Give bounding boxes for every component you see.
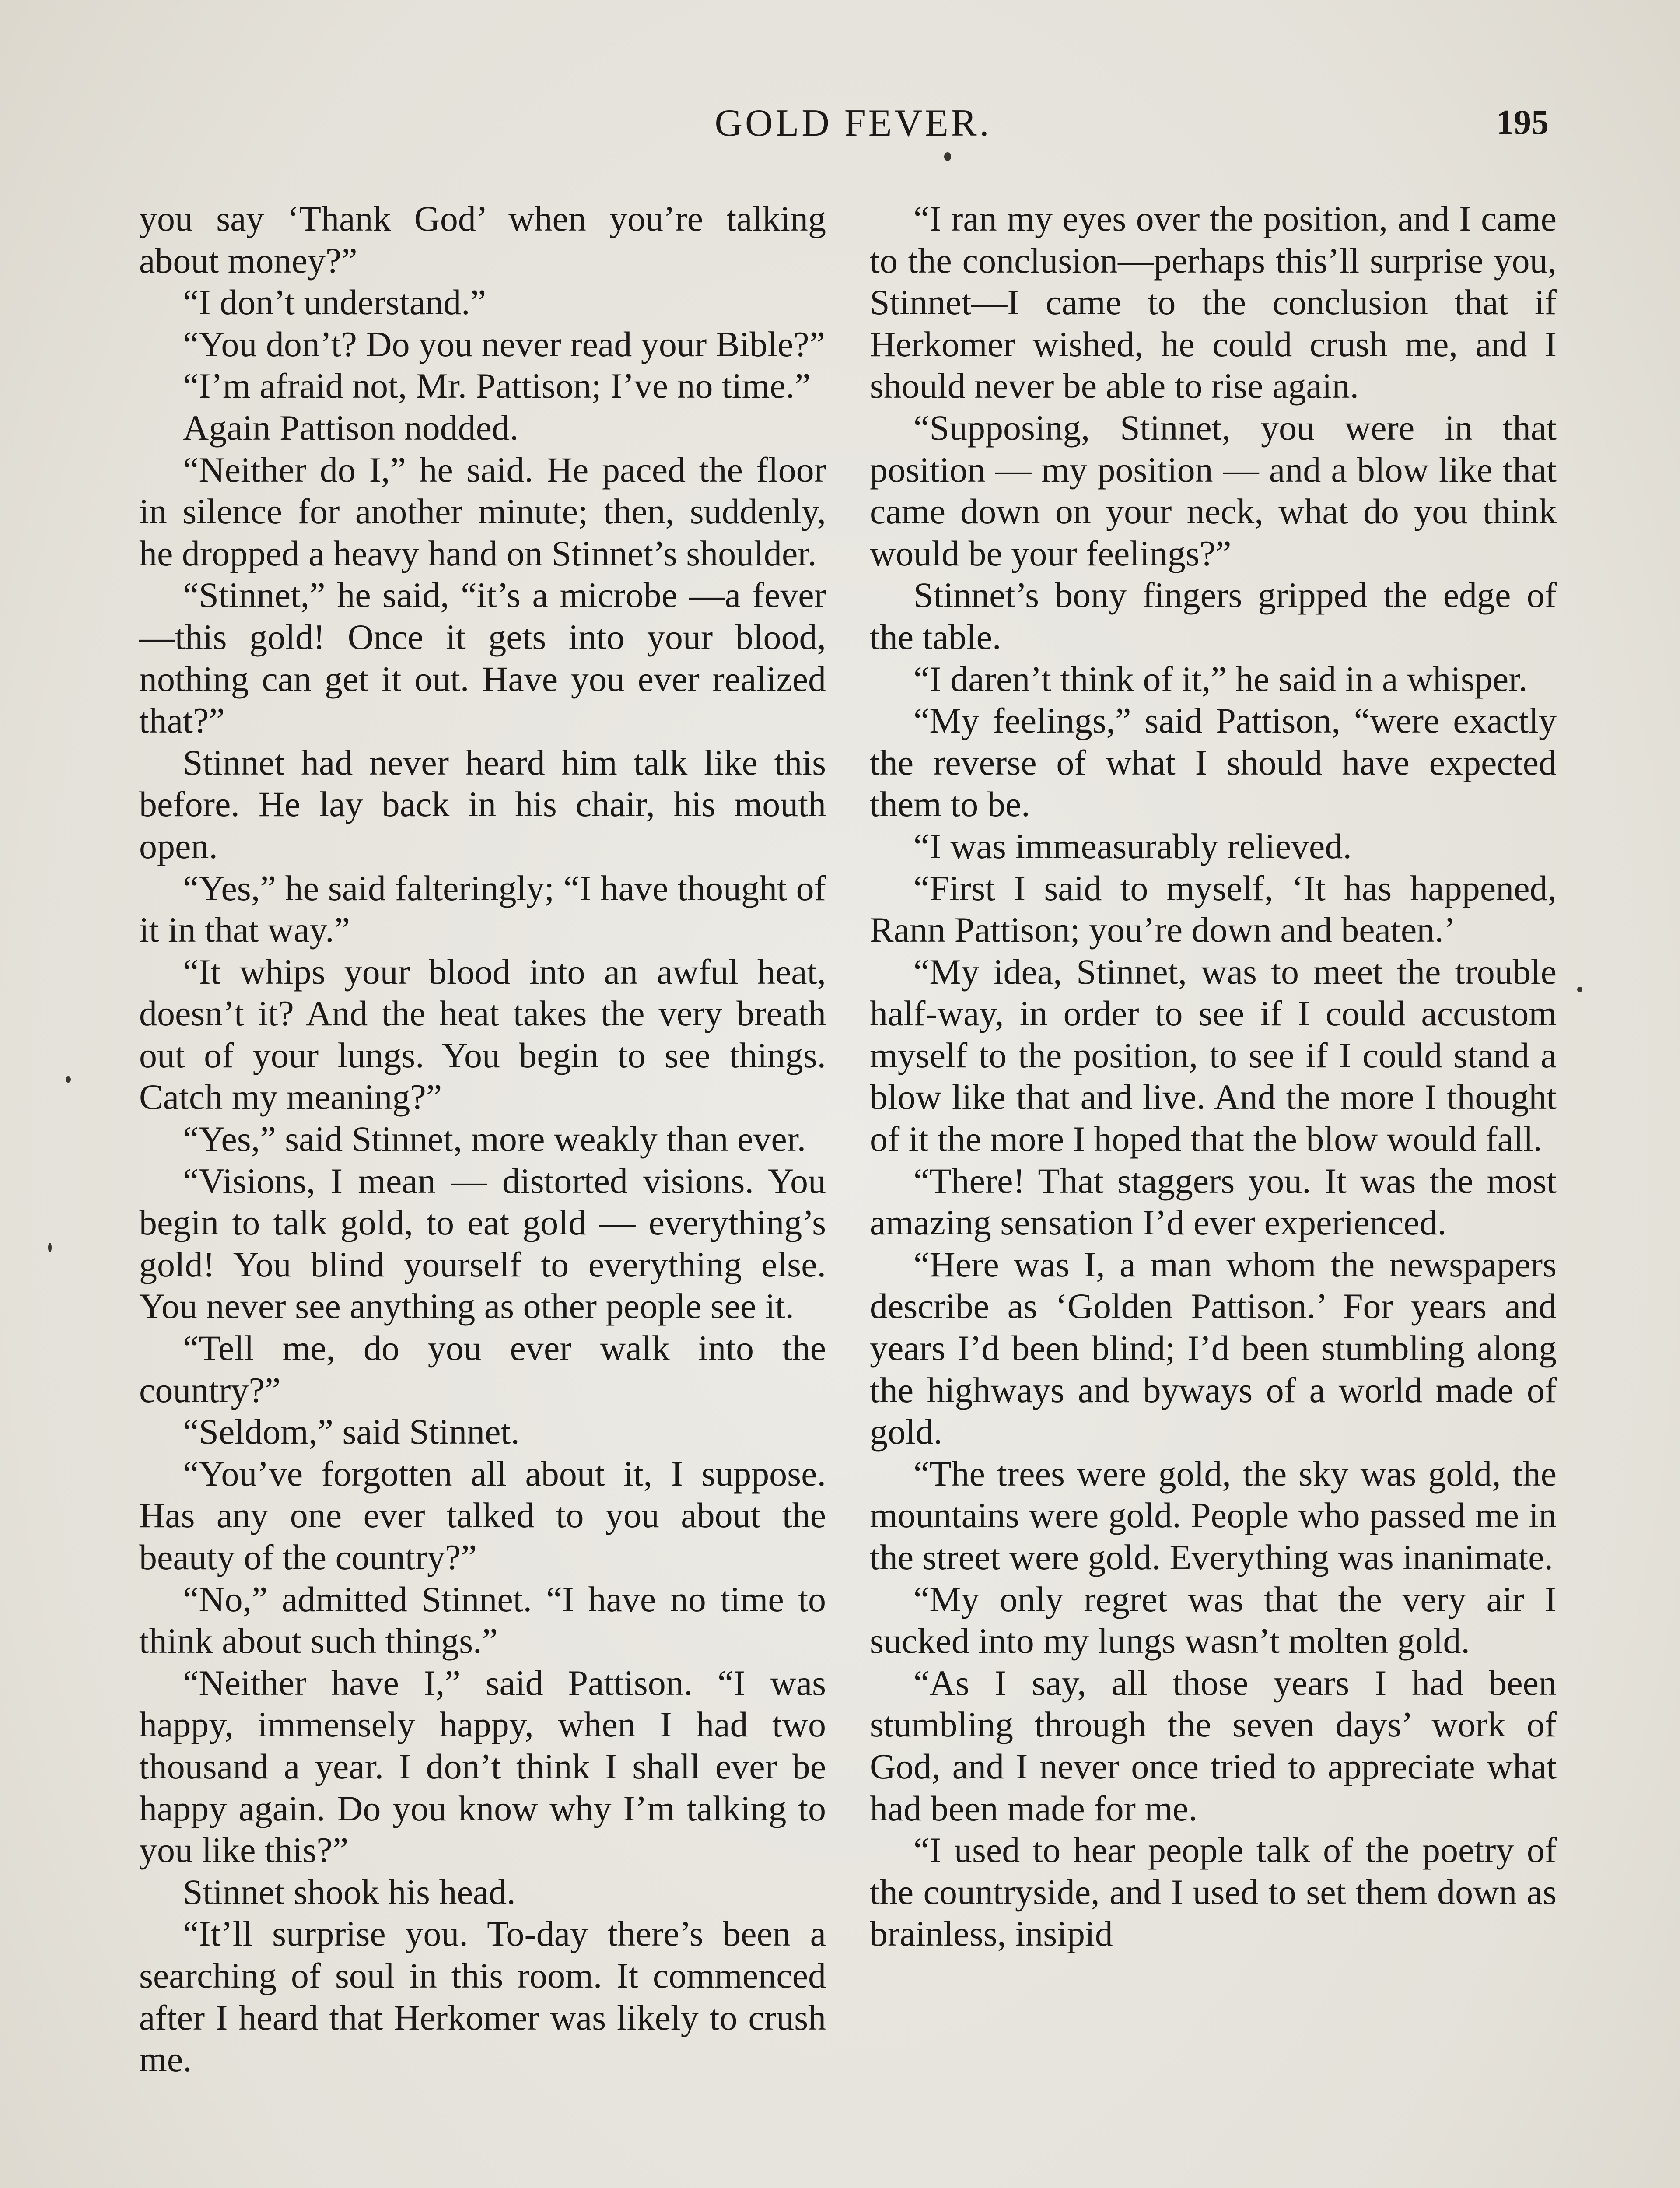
left-text-column (139, 198, 826, 2080)
paragraph: “No,” admitted Stinnet. “I have no time to think about such things.” (139, 1579, 826, 1661)
paragraph: “Supposing, Stinnet, you were in that position — my position — and a blow like that came down on your neck, what do you think would be your feelings?” (870, 407, 1557, 573)
print-speck (48, 1243, 52, 1252)
paragraph: “Yes,” he said falteringly; “I have thought of it in that way.” (139, 868, 826, 950)
paragraph: “I was immeasurably relieved. (914, 826, 1352, 866)
paragraph: “Here was I, a man whom the newspapers describe as ‘Golden Pattison.’ For years and years I’d been blind; I’d been stumbling along the highways and byways of a world made of gold. (870, 1244, 1557, 1452)
page-number: 195 (1496, 103, 1549, 142)
right-text-column (870, 198, 1557, 1955)
print-speck (66, 1076, 71, 1083)
paragraph: “My idea, Stinnet, was to meet the trouble half-way, in order to see if I could accustom myself to the position, to see if I could stand a blow like that and live. And the more I thought of it the more I hoped that the blow would fall. (870, 951, 1557, 1159)
paragraph: Stinnet shook his head. (183, 1872, 516, 1912)
paragraph: “Neither have I,” said Pattison. “I was happy, immensely happy, when I had two thousand a year. I don’t think I shall ever be happy again. Do you know why I’m talking to you like this?” (139, 1662, 826, 1870)
paragraph: “As I say, all those years I had been stumbling through the seven days’ work of God, and I never once tried to appreciate what had been made for me. (870, 1662, 1557, 1828)
paragraph: “There! That staggers you. It was the most amazing sensation I’d ever experienced. (870, 1161, 1557, 1243)
paragraph: “Stinnet,” he said, “it’s a microbe —a fever—this gold! Once it gets into your blood, nothing can get it out. Have you ever realized that?” (139, 575, 826, 741)
paragraph: you say ‘Thank God’ when you’re talking about money?” (139, 199, 826, 281)
paragraph: “My feelings,” said Pattison, “were exactly the reverse of what I should have expected them to be. (870, 701, 1557, 824)
paragraph: “Seldom,” said Stinnet. (183, 1412, 520, 1452)
paragraph: “I ran my eyes over the position, and I came to the conclusion—perhaps this’ll surprise you, Stinnet—I came to the conclusion that if Herkomer wished, he could crush me, and I should never be able to rise again. (870, 199, 1557, 406)
paragraph: “The trees were gold, the sky was gold, the mountains were gold. People who passed me in the street were gold. Everything was inanimate. (870, 1453, 1557, 1577)
paragraph: Stinnet had never heard him talk like this before. He lay back in his chair, his mouth open. (139, 742, 826, 866)
paragraph: “Neither do I,” he said. He paced the floor in silence for another minute; then, suddenly, he dropped a heavy hand on Stinnet’s shoulder. (139, 449, 826, 573)
paragraph: “Visions, I mean — distorted visions. You begin to talk gold, to eat gold — everything’s gold! You blind yourself to everything else. You never see anything as other people see it. (139, 1161, 826, 1326)
print-speck (1577, 987, 1582, 992)
paragraph: “You don’t? Do you never read your Bible?” (183, 324, 826, 364)
paragraph: Again Pattison nodded. (183, 407, 519, 448)
paragraph: “It’ll surprise you. To-day there’s been a searching of soul in this room. It commenced after I heard that Herkomer was likely to crush me. (139, 1914, 826, 2079)
paragraph: “I daren’t think of it,” he said in a whisper. (914, 659, 1528, 699)
paragraph: “My only regret was that the very air I sucked into my lungs wasn’t molten gold. (870, 1579, 1557, 1661)
running-head: GOLD FEVER. (714, 102, 992, 144)
paragraph: “I used to hear people talk of the poetry of the countryside, and I used to set them down as brainless, insipid (870, 1830, 1557, 1954)
paragraph: “Yes,” said Stinnet, more weakly than ever. (183, 1119, 806, 1159)
paragraph: “Tell me, do you ever walk into the country?” (139, 1328, 826, 1410)
paragraph: Stinnet’s bony fingers gripped the edge of the table. (870, 575, 1557, 657)
paragraph: “It whips your blood into an awful heat, doesn’t it? And the heat takes the very breath out of your lungs. You begin to see things. Catch my meaning?” (139, 951, 826, 1117)
paragraph: “First I said to myself, ‘It has happened, Rann Pattison; you’re down and beaten.’ (870, 868, 1557, 950)
paragraph: “I’m afraid not, Mr. Pattison; I’ve no time.” (183, 366, 811, 406)
print-speck (944, 152, 951, 161)
paragraph: “I don’t understand.” (183, 282, 486, 323)
paragraph: “You’ve forgotten all about it, I suppose. Has any one ever talked to you about the beauty of the country?” (139, 1453, 826, 1577)
